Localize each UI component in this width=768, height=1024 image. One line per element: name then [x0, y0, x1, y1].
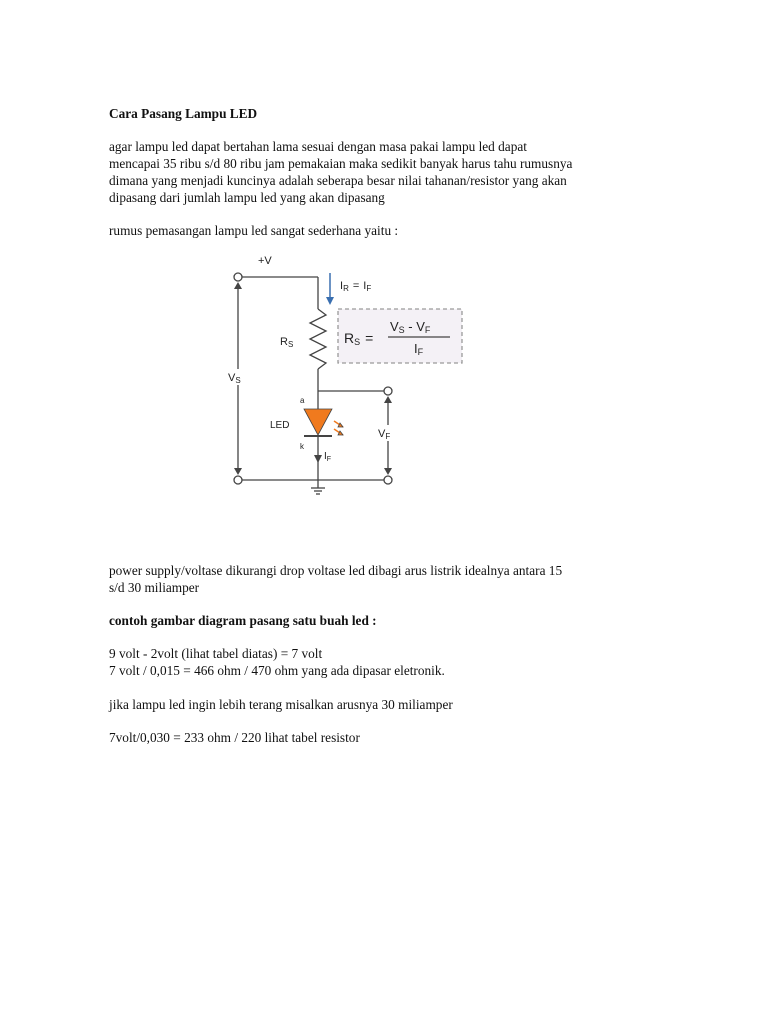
calculation-paragraph	[109, 645, 669, 679]
vf-arrow-down	[384, 468, 392, 475]
formula-intro: rumus pemasangan lampu led sangat sederhana yaitu :	[109, 223, 399, 238]
formula-box	[338, 309, 462, 363]
supply-label: +V	[258, 255, 272, 267]
bottom-terminal	[234, 476, 242, 484]
if-label: $I_F$	[324, 451, 332, 463]
intro-line: dipasang dari jumlah lampu led yang akan dipasang	[109, 190, 385, 205]
formula-denominator: IF	[414, 341, 424, 357]
cathode-label: k	[300, 442, 304, 451]
explanation-line: s/d 30 miliamper	[109, 580, 200, 595]
ir-if-label: IR = IF	[340, 280, 372, 293]
calculation-line: 9 volt - 2volt (lihat tabel diatas) = 7 volt	[109, 646, 323, 661]
vs-label: VS	[228, 372, 241, 385]
vs-arrow-down	[234, 468, 242, 475]
rs-label: RS	[280, 336, 294, 349]
if-arrow	[314, 455, 322, 463]
document-title: Cara Pasang Lampu LED	[109, 106, 258, 121]
brighter-led-note: jika lampu led ingin lebih terang misalkan arusnya 30 miliamper	[109, 697, 453, 712]
ir-arrowhead	[326, 297, 334, 305]
calculation-line: 7 volt / 0,015 = 466 ohm / 470 ohm yang ada dipasar eletronik.	[109, 663, 445, 678]
vf-bottom-terminal	[384, 476, 392, 484]
led-circuit-diagram	[210, 245, 480, 500]
intro-line: dimana yang menjadi kuncinya adalah seberapa besar nilai tahanan/resistor yang akan	[109, 173, 567, 188]
vf-label: VF	[378, 428, 391, 441]
led-label: LED	[270, 420, 290, 431]
vf-arrow-up	[384, 396, 392, 403]
explanation-paragraph	[109, 562, 669, 596]
formula-numerator: VS - VF	[390, 319, 431, 335]
vf-top-terminal	[384, 387, 392, 395]
intro-line: agar lampu led dapat bertahan lama sesuai dengan masa pakai lampu led dapat	[109, 139, 527, 154]
top-terminal	[234, 273, 242, 281]
formula-lhs: RS =	[344, 330, 374, 347]
led-symbol	[304, 409, 332, 435]
final-calculation: 7volt/0,030 = 233 ohm / 220 lihat tabel resistor	[109, 730, 360, 745]
resistor-symbol	[310, 309, 326, 369]
intro-paragraph	[109, 138, 669, 206]
explanation-line: power supply/voltase dikurangi drop voltase led dibagi arus listrik idealnya antara 15	[109, 563, 563, 578]
example-heading: contoh gambar diagram pasang satu buah led :	[109, 613, 377, 628]
vs-arrow-up	[234, 282, 242, 289]
anode-label: a	[300, 396, 305, 405]
intro-line: mencapai 35 ribu s/d 80 ribu jam pemakaian maka sedikit banyak harus tahu rumusnya	[109, 156, 573, 171]
